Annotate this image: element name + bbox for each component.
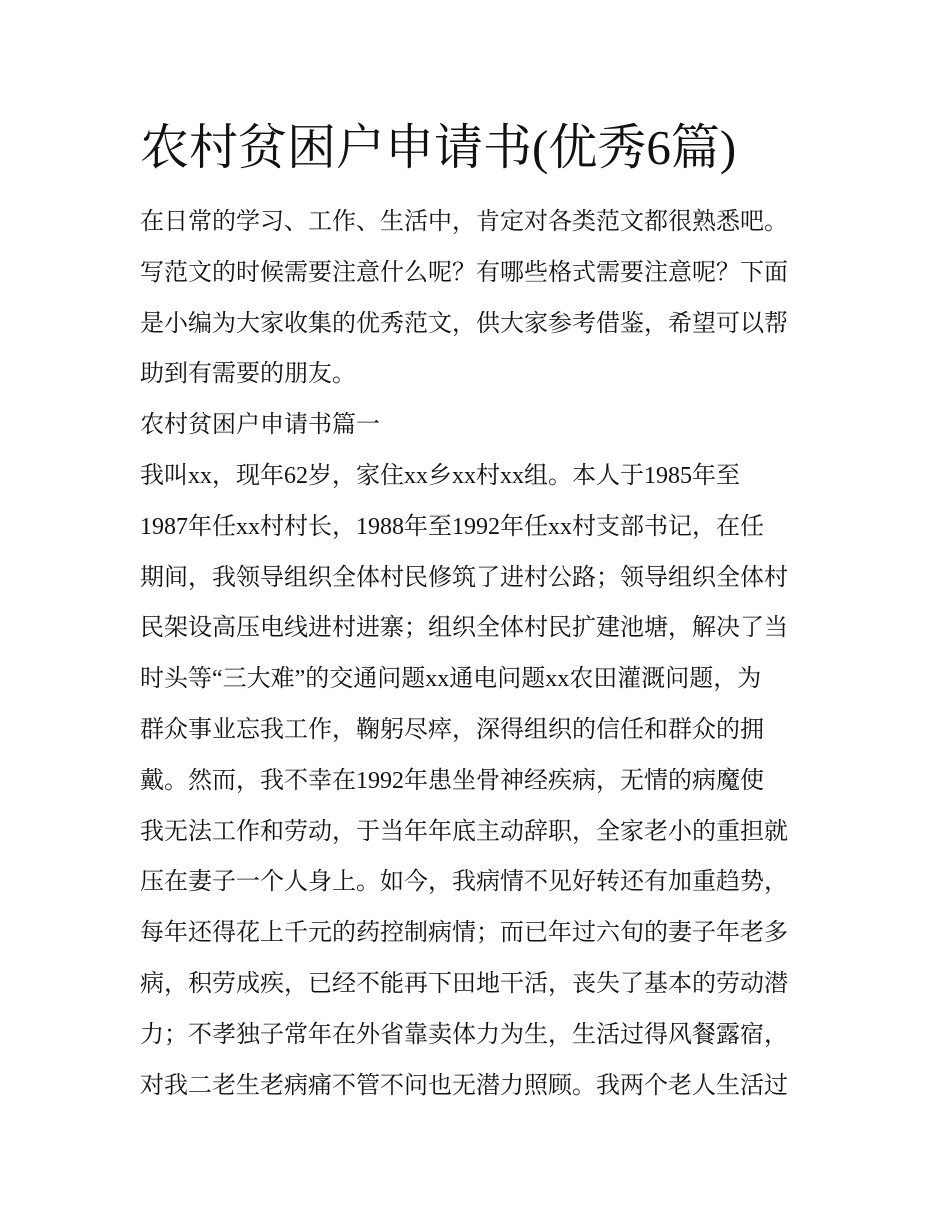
document-title: 农村贫困户申请书(优秀6篇) bbox=[140, 120, 737, 175]
paragraph-line: 助到有需要的朋友。 bbox=[140, 361, 356, 388]
paragraph-line: 力；不孝独子常年在外省靠卖体力为生，生活过得风餐露宿， bbox=[140, 1021, 788, 1048]
paragraph-line: 群众事业忘我工作，鞠躬尽瘁，深得组织的信任和群众的拥 bbox=[140, 716, 764, 743]
paragraph-line: 期间，我领导组织全体村民修筑了进村公路；领导组织全体村 bbox=[140, 564, 788, 591]
paragraph-line: 时头等“三大难”的交通问题xx通电问题xx农田灌溉问题，为 bbox=[140, 666, 762, 693]
paragraph-line: 对我二老生老病痛不管不问也无潜力照顾。我两个老人生活过 bbox=[140, 1072, 788, 1099]
paragraph-line: 每年还得花上千元的药控制病情；而已年过六旬的妻子年老多 bbox=[140, 920, 788, 947]
paragraph-line: 病，积劳成疾，已经不能再下田地干活，丧失了基本的劳动潜 bbox=[140, 970, 788, 997]
paragraph-line: 民架设高压电线进村进寨；组织全体村民扩建池塘，解决了当 bbox=[140, 615, 788, 642]
paragraph-line: 我无法工作和劳动，于当年年底主动辞职，全家老小的重担就 bbox=[140, 818, 788, 845]
document-body bbox=[140, 197, 820, 1111]
paragraph-line: 写范文的时候需要注意什么呢？有哪些格式需要注意呢？下面 bbox=[140, 259, 788, 286]
paragraph-line: 戴。然而，我不幸在1992年患坐骨神经疾病，无情的病魔使 bbox=[140, 767, 764, 794]
paragraph-line: 是小编为大家收集的优秀范文，供大家参考借鉴，希望可以帮 bbox=[140, 310, 788, 337]
section-heading: 农村贫困户申请书篇一 bbox=[140, 412, 380, 439]
paragraph-line: 在日常的学习、工作、生活中，肯定对各类范文都很熟悉吧。 bbox=[140, 209, 788, 235]
paragraph-line: 压在妻子一个人身上。如今，我病情不见好转还有加重趋势， bbox=[140, 869, 788, 896]
paragraph-line: 1987年任xx村村长，1988年至1992年任xx村支部书记，在任 bbox=[140, 513, 764, 540]
paragraph-line: 我叫xx，现年62岁，家住xx乡xx村xx组。本人于1985年至 bbox=[140, 462, 740, 489]
